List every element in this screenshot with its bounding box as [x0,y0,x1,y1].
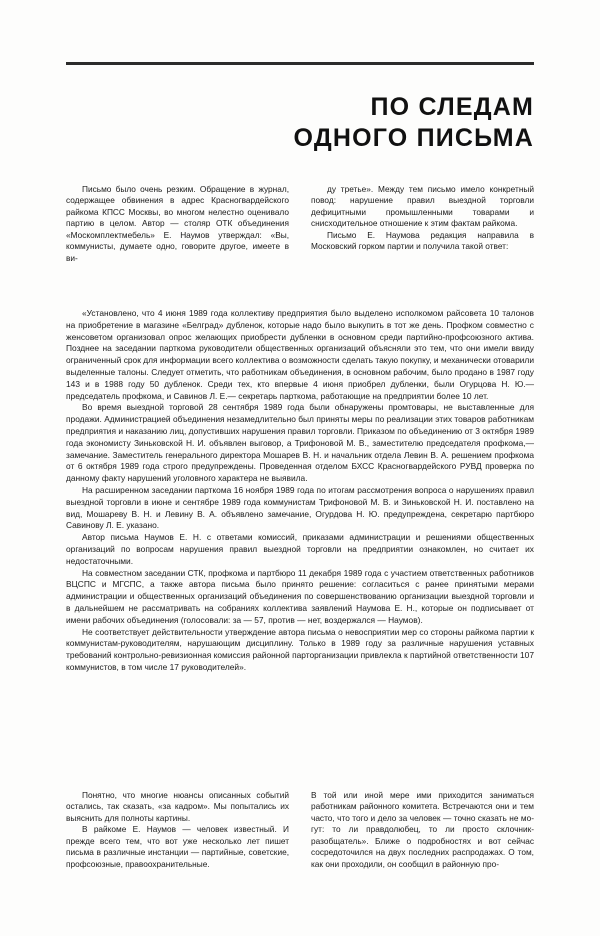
reply-paragraph: На расширенном заседании парткома 16 ноября 1989 года по итогам рассмотрения вопроса о нарушениях правил выездной торговли в июне и сентябре 1989 года коммунистам Трифоновой М. В. и Зиньковской Н. И. поставлено на вид, Мошареву В. Н. и Левину В. А. объявлено замечание, Огурдова Н. Ю. предупреждена, секретарю партбюро Савинову Л. Е. указано. [66,484,534,531]
reply-quote-block [66,308,534,674]
reply-paragraph: Не соответствует действительности утверждение автора письма о невосприятии мер со стороны райкома партии к коммунистам-руководителям, нарушающим дисциплину. Только в 1989 году за различные нарушения уставных требований контрольно-ревизионная комиссия районной парторганизации привлекла к партийной ответственности 107 коммунистов, в том числе 17 руководителей». [66,626,534,672]
intro-paragraph: Письмо Е. Наумова редакция направила в Московский горком партии и получила такой ответ: [311,229,534,252]
page-title-line-2: ОДНОГО ПИСЬМА [293,123,534,152]
reply-paragraph: На совместном заседании СТК, профкома и партбюро 11 декабря 1989 года с участием ответственных работников ВЦСПС и МГСПС, а также автора письма было принято решение: согласиться с ранее принятыми мерами администрации и общественных организаций объединения по совершенствованию организации выездной торговли и в дальнейшем не рассматривать на собраниях коллектива заявлений Наумова Е. Н., которые он подписывает от имени рабочих объединения (голосовали: за — 57, против — нет, воздержался — Наумов). [66,567,534,625]
intro-paragraph: Письмо было очень резким. Обращение в журнал, содержащее обвинения в адрес Красногвардейского райкома КПСС Москвы, во многом нелестно оценивало партию в целом. Автор — столяр ОТК объединения «Москомплектмебель» Е. Наумов утверждал: «Вы, коммунисты, думаете одно, говорите другое, имеете в ви- [66,184,289,263]
outro-paragraph: В той или иной мере ими приходится заниматься работникам районного комитета. Встречаются они и тем часто, что того и дело за человек — точно сказать не могут: то ли правдолюбец, то ли просто склочник-разобщатель». Ближе о подробностях и вот сейчас сосредоточился на двух последних распродажах. О том, как они проходили, он сообщил в районную про- [311,790,534,869]
outro-column-right [311,790,534,870]
header-rule [66,62,534,65]
intro-columns [66,184,534,264]
outro-paragraph: В райкоме Е. Наумов — человек известный. И прежде всего тем, что вот уже несколько лет пишет письма в различные инстанции — партийные, советские, профсоюзные, правоохранительные. [66,824,289,869]
reply-paragraph: Во время выездной торговой 28 сентября 1989 года были обнаружены промтовары, не выставленные для продажи. Администрацией объединения незамедлительно был приняты меры по реализации этих товаров работникам предприятия и наказанию лиц, допустивших нарушения правил торговли. Приказом по объединению от 3 октября 1989 года экономисту Зиньковской Н. И. объявлен выговор, а Трифоновой М. В., заместителю председателя профкома,— замечание. Заместитель генерального директора Мошарев В. Н. и начальник отдела Левин В. А. решением профкома от 6 октября 1989 года строго предупреждены. Проведенная отделом БХСС Красногвардейского РУВД проверка по данному факту нарушений уголовного характера не выявила. [66,402,534,484]
outro-column-left [66,790,289,870]
page-title-line-1: ПО СЛЕДАМ [370,93,534,121]
reply-paragraph: Автор письма Наумов Е. Н. с ответами комиссий, приказами администрации и решениями общественных организаций по вопросам нарушения правил выездной торговли на предприятии ознакомлен, но считает их недостаточными. [66,532,534,566]
intro-column-right [311,184,534,264]
intro-column-left [66,184,289,264]
outro-columns [66,790,534,870]
intro-paragraph: ду третье». Между тем письмо имело конкретный повод: нарушение правил выездной торговли дефицитными промышленными товарами и снисходительное отношение к этим фактам райкома. [311,184,534,229]
outro-paragraph: Понятно, что многие нюансы описанных событий остались, так сказать, «за кадром». Мы попытались их выяснить для полноты картины. [66,790,289,823]
page-title [66,92,534,153]
reply-paragraph: «Установлено, что 4 июня 1989 года коллективу предприятия было выделено исполкомом райсовета 10 талонов на приобретение в магазине «Белград» дубленок, которые надо было выкупить в тот же день. Профком совместно с женсоветом организовал опрос желающих приобрести дубленки в основном среди партийно-профсоюзного актива. Позднее на заседании парткома руководители общественных организаций объясняли это тем, что они имели ввиду ограниченный срок для информации всего коллектива о возможности сделать такую покупку, и механически отоварили выделенные талоны. Следует отметить, что работникам объединения, в основном рабочим, было продано в 1987 году 143 и в 1988 году 50 дубленок. Среди тех, кто впервые 4 июня приобрел дубленки, были Огурцова Н. Ю.— председатель профкома, и Савинов Л. Е.— секретарь парткома, работающие на предприятии более 10 лет. [66,308,534,401]
